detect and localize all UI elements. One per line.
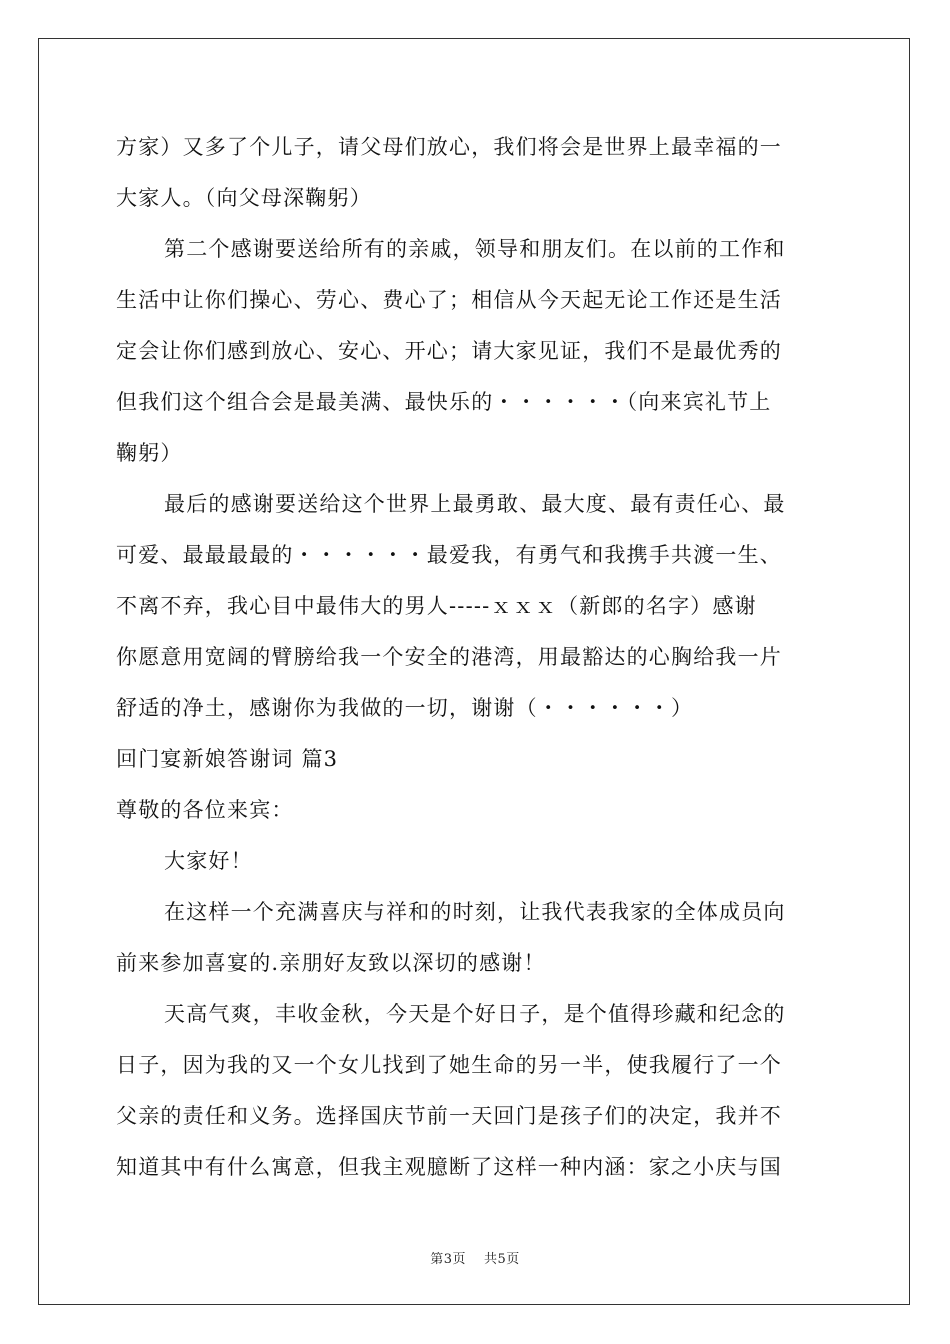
text-line: 生活中让你们操心、劳心、费心了；相信从今天起无论工作还是生活	[116, 288, 782, 312]
text-line: 但我们这个组合会是最美满、最快乐的・・・・・・（向来宾礼节上	[116, 390, 772, 414]
text-line: 不离不弃，我心目中最伟大的男人-----ｘｘｘ（新郎的名字）感谢	[116, 594, 757, 618]
text-line: 定会让你们感到放心、安心、开心；请大家见证，我们不是最优秀的	[116, 339, 782, 363]
document-body	[116, 122, 836, 1193]
section-heading: 回门宴新娘答谢词 篇3	[116, 747, 339, 771]
text-line: 日子，因为我的又一个女儿找到了她生命的另一半，使我履行了一个	[116, 1053, 782, 1077]
text-line: 天高气爽，丰收金秋，今天是个好日子，是个值得珍藏和纪念的	[164, 1002, 786, 1026]
page-footer	[0, 1248, 950, 1267]
text-line: 舒适的净土，感谢你为我做的一切，谢谢（・・・・・・）	[116, 696, 694, 720]
text-line: 大家人。（向父母深鞠躬）	[116, 186, 372, 210]
text-line: 尊敬的各位来宾：	[116, 798, 294, 822]
text-line: 可爱、最最最最的・・・・・・最爱我，有勇气和我携手共渡一生、	[116, 543, 782, 567]
text-line: 鞠躬）	[116, 441, 183, 465]
text-line: 方家）又多了个儿子，请父母们放心，我们将会是世界上最幸福的一	[116, 135, 782, 159]
text-line: 前来参加喜宴的.亲朋好友致以深切的感谢！	[116, 951, 546, 975]
text-line: 在这样一个充满喜庆与祥和的时刻，让我代表我家的全体成员向	[164, 900, 786, 924]
text-line: 你愿意用宽阔的臂膀给我一个安全的港湾，用最豁达的心胸给我一片	[116, 645, 782, 669]
text-line: 父亲的责任和义务。选择国庆节前一天回门是孩子们的决定，我并不	[116, 1104, 782, 1128]
text-line: 最后的感谢要送给这个世界上最勇敢、最大度、最有责任心、最	[164, 492, 786, 516]
page-total: 共5页	[484, 1252, 520, 1267]
page-number: 第3页	[430, 1252, 466, 1267]
text-line: 大家好！	[164, 849, 253, 873]
text-line: 知道其中有什么寓意，但我主观臆断了这样一种内涵：家之小庆与国	[116, 1155, 782, 1179]
text-line: 第二个感谢要送给所有的亲戚，领导和朋友们。在以前的工作和	[164, 237, 786, 261]
